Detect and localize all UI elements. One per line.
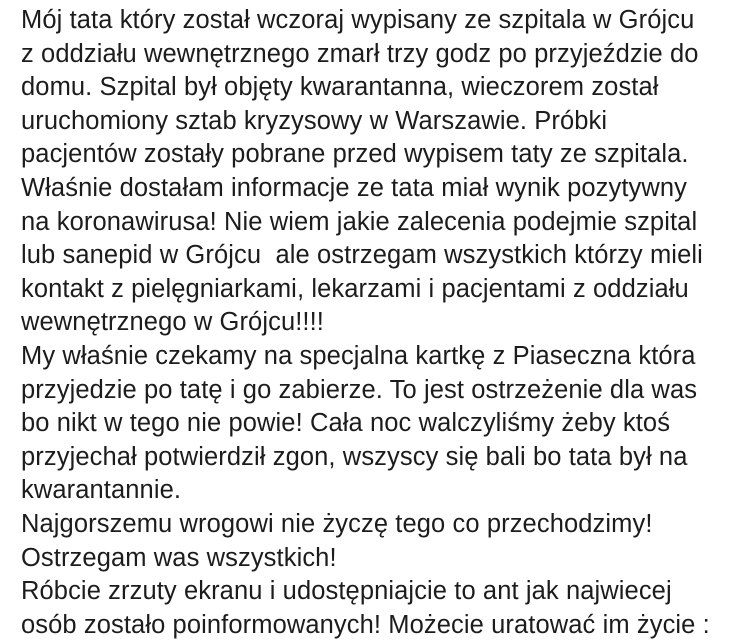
post-line: Najgorszemu wrogowi nie życzę tego co przechodzimy! (21, 509, 653, 538)
post-line: na koronawirusa! Nie wiem jakie zalecenia podejmie szpital (21, 207, 698, 236)
post-line: osób zostało poinformowanych! Możecie uratować im życie : (21, 610, 710, 639)
post-line: z oddziału wewnętrznego zmarł trzy godz po przyjeździe do (21, 39, 699, 68)
post-line: kontakt z pielęgniarkami, lekarzami i pacjentami z oddziału (21, 274, 689, 303)
post-line: pacjentów zostały pobrane przed wypisem taty ze szpitala. (21, 140, 689, 169)
post-line: My właśnie czekamy na specjalna kartkę z Piaseczna która (21, 341, 696, 370)
post-line: uruchomiony sztab kryzysowy w Warszawie. Próbki (21, 106, 608, 135)
post-line: domu. Szpital był objęty kwarantanna, wieczorem został (21, 73, 659, 102)
post-line: lub sanepid w Grójcu ale ostrzegam wszystkich którzy mieli (21, 241, 703, 270)
post-line: Właśnie dostałam informacje ze tata miał wynik pozytywny (21, 173, 688, 202)
post-text (21, 4, 749, 642)
post-line: wewnętrznego w Grójcu!!!! (21, 308, 324, 337)
post-line: przyjechał potwierdził zgon, wszyscy się bali bo tata był na (21, 442, 688, 471)
post-line: kwarantannie. (21, 476, 182, 505)
post-line: Róbcie zrzuty ekranu i udostępniajcie to ant jak najwiecej (21, 577, 672, 606)
post-line: bo nikt w tego nie powie! Cała noc walczyliśmy żeby ktoś (21, 409, 671, 438)
post-line: Mój tata który został wczoraj wypisany ze szpitala w Grójcu (21, 6, 695, 34)
post-line: Ostrzegam was wszystkich! (21, 543, 337, 572)
post-line: przyjedzie po tatę i go zabierze. To jest ostrzeżenie dla was (21, 375, 698, 404)
